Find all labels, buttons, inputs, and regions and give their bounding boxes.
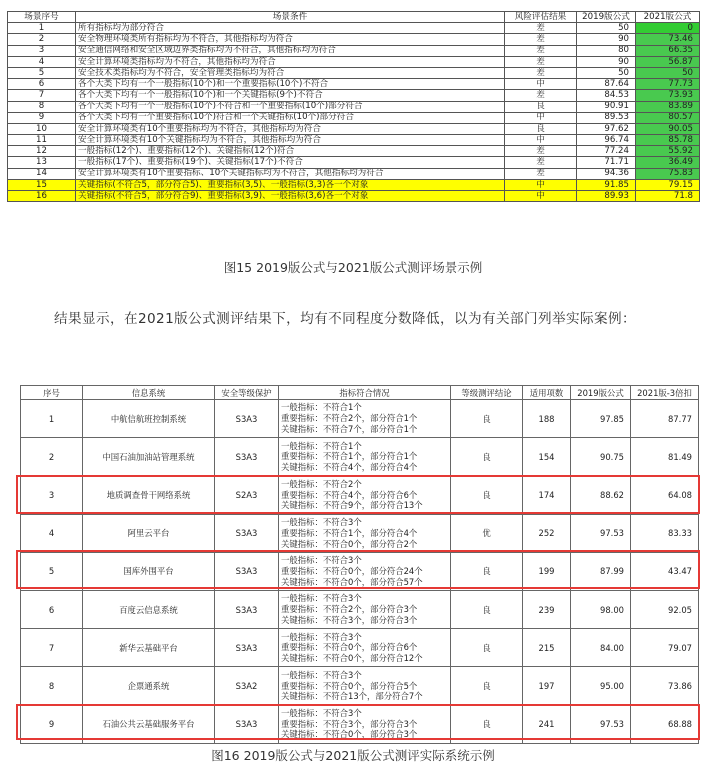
system-name: 石油公共云基础服务平台 (83, 705, 215, 743)
scenario-condition: 安全计算环境类有10个关键指标均为不符合，其他指标均为符合 (76, 135, 505, 146)
value-2021: 75.83 (636, 168, 700, 179)
scenario-no: 7 (8, 90, 76, 101)
value-2021: 73.46 (636, 34, 700, 45)
indicator-compliance (279, 629, 451, 667)
compliance-line: 重要指标：不符合1个，部分符合4个 (281, 527, 418, 538)
indicator-compliance (279, 705, 451, 743)
security-level: S3A3 (215, 629, 279, 667)
conclusion: 良 (451, 629, 523, 667)
value-2019: 97.62 (577, 123, 636, 134)
applicable-items: 197 (523, 667, 571, 705)
scenario-table (7, 11, 700, 202)
system-no: 3 (21, 476, 83, 514)
value-2019: 90 (577, 56, 636, 67)
scenario-condition: 安全通信网络和安全区域边界类指标均为不符合，其他指标均为符合 (76, 45, 505, 56)
system-name: 百度云信息系统 (83, 590, 215, 628)
risk-result: 差 (505, 45, 577, 56)
indicator-compliance (279, 552, 451, 590)
conclusion: 良 (451, 590, 523, 628)
risk-result: 差 (505, 90, 577, 101)
compliance-line: 关键指标：不符合7个，部分符合1个 (281, 423, 418, 434)
indicator-compliance (279, 438, 451, 476)
value-2021: 73.86 (631, 667, 699, 705)
system-row (21, 552, 699, 590)
scenario-no: 16 (8, 191, 76, 202)
figure-15-caption: 图15 2019版公式与2021版公式测评场景示例 (223, 260, 483, 275)
value-2019: 84.00 (571, 629, 631, 667)
scenario-row (8, 179, 700, 190)
scenario-condition: 安全计算环境类有10个重要指标、10个关键指标均为不符合，其他指标均为符合 (76, 168, 505, 179)
scenario-no: 6 (8, 79, 76, 90)
system-name: 地质调查骨干网络系统 (83, 476, 215, 514)
value-2021: 73.93 (636, 90, 700, 101)
value-2019: 98.00 (571, 590, 631, 628)
compliance-line: 重要指标：不符合0个，部分符合5个 (281, 680, 418, 691)
scenario-condition: 关键指标(不符合5，部分符合9)、重要指标(3,9)、一般指标(3,6)各一个对象 (76, 191, 505, 202)
compliance-line: 重要指标：不符合2个，部分符合3个 (281, 604, 418, 615)
scenario-no: 9 (8, 112, 76, 123)
system-no: 6 (21, 590, 83, 628)
scenario-row (8, 101, 700, 112)
security-level: S3A3 (215, 514, 279, 552)
scenario-row (8, 123, 700, 134)
scenario-condition: 各个大类下均有一个重要指标(10个)符合和一个关键指标(10个)部分符合 (76, 112, 505, 123)
header-2021-formula: 2021版公式 (636, 12, 700, 23)
scenario-row (8, 135, 700, 146)
value-2019: 80 (577, 45, 636, 56)
scenario-no: 12 (8, 146, 76, 157)
value-2019: 90.91 (577, 101, 636, 112)
value-2021: 0 (636, 23, 700, 34)
value-2021: 83.89 (636, 101, 700, 112)
scenario-row (8, 45, 700, 56)
value-2019: 88.62 (571, 476, 631, 514)
value-2021: 87.77 (631, 400, 699, 438)
compliance-line: 关键指标：不符合0个，部分符合2个 (281, 538, 418, 549)
scenario-condition: 安全计算环境类指标均为不符合，其他指标均为符合 (76, 56, 505, 67)
header-risk-result: 风险评估结果 (505, 12, 577, 23)
scenario-condition: 安全物理环境类所有指标均为不符合，其他指标均为符合 (76, 34, 505, 45)
system-name: 企票通系统 (83, 667, 215, 705)
value-2019: 89.53 (577, 112, 636, 123)
value-2021: 77.73 (636, 79, 700, 90)
scenario-row (8, 168, 700, 179)
system-no: 8 (21, 667, 83, 705)
value-2021: 50 (636, 67, 700, 78)
applicable-items: 188 (523, 400, 571, 438)
system-no: 9 (21, 705, 83, 743)
scenario-no: 14 (8, 168, 76, 179)
scenario-condition: 安全技术类指标均为不符合，安全管理类指标均为符合 (76, 67, 505, 78)
system-table (20, 385, 699, 744)
risk-result: 中 (505, 135, 577, 146)
value-2019: 96.74 (577, 135, 636, 146)
risk-result: 差 (505, 56, 577, 67)
value-2019: 91.85 (577, 179, 636, 190)
compliance-line: 一般指标：不符合3个 (281, 669, 362, 680)
value-2019: 87.64 (577, 79, 636, 90)
system-no: 4 (21, 514, 83, 552)
system-row (21, 667, 699, 705)
risk-result: 差 (505, 157, 577, 168)
compliance-line: 一般指标：不符合2个 (281, 478, 362, 489)
value-2019: 95.00 (571, 667, 631, 705)
conclusion: 良 (451, 438, 523, 476)
value-2021: 56.87 (636, 56, 700, 67)
compliance-line: 关键指标：不符合9个，部分符合13个 (281, 500, 423, 511)
compliance-line: 重要指标：不符合2个，部分符合1个 (281, 413, 418, 424)
header-conclusion: 等级测评结论 (451, 386, 523, 400)
value-2021: 79.15 (636, 179, 700, 190)
security-level: S2A3 (215, 476, 279, 514)
security-level: S3A3 (215, 705, 279, 743)
security-level: S3A3 (215, 590, 279, 628)
system-row (21, 400, 699, 438)
value-2019: 84.53 (577, 90, 636, 101)
risk-result: 中 (505, 179, 577, 190)
result-paragraph: 结果显示，在2021版公式测评结果下，均有不同程度分数降低，以为有关部门列举实际案例： (54, 311, 636, 327)
conclusion: 良 (451, 552, 523, 590)
security-level: S3A2 (215, 667, 279, 705)
header-2019-formula: 2019版公式 (577, 12, 636, 23)
risk-result: 良 (505, 101, 577, 112)
indicator-compliance (279, 514, 451, 552)
system-no: 2 (21, 438, 83, 476)
system-row (21, 705, 699, 743)
risk-result: 差 (505, 34, 577, 45)
scenario-no: 1 (8, 23, 76, 34)
applicable-items: 241 (523, 705, 571, 743)
indicator-compliance (279, 400, 451, 438)
system-no: 5 (21, 552, 83, 590)
scenario-row (8, 67, 700, 78)
value-2021: 85.78 (636, 135, 700, 146)
scenario-condition: 各个大类下均有一个一般指标(10个)和一个重要指标(10个)不符合 (76, 79, 505, 90)
header-no: 序号 (21, 386, 83, 400)
value-2021: 64.08 (631, 476, 699, 514)
scenario-condition: 安全计算环境类有10个重要指标均为不符合，其他指标均为符合 (76, 123, 505, 134)
figure-16-caption: 图16 2019版公式与2021版公式测评实际系统示例 (211, 748, 495, 763)
header-indicator-compliance: 指标符合情况 (279, 386, 451, 400)
applicable-items: 239 (523, 590, 571, 628)
compliance-line: 一般指标：不符合3个 (281, 516, 362, 527)
compliance-line: 关键指标：不符合0个，部分符合3个 (281, 729, 418, 740)
value-2019: 89.93 (577, 191, 636, 202)
system-name: 中国石油加油站管理系统 (83, 438, 215, 476)
header-scenario-no: 场景序号 (8, 12, 76, 23)
system-name: 国库外围平台 (83, 552, 215, 590)
compliance-line: 一般指标：不符合3个 (281, 593, 362, 604)
scenario-row (8, 23, 700, 34)
scenario-no: 3 (8, 45, 76, 56)
risk-result: 差 (505, 67, 577, 78)
scenario-no: 5 (8, 67, 76, 78)
value-2019: 77.24 (577, 146, 636, 157)
value-2019: 50 (577, 67, 636, 78)
security-level: S3A3 (215, 438, 279, 476)
risk-result: 中 (505, 191, 577, 202)
system-row (21, 590, 699, 628)
compliance-line: 关键指标：不符合0个，部分符合12个 (281, 653, 423, 664)
conclusion: 良 (451, 667, 523, 705)
header-applicable-items: 适用项数 (523, 386, 571, 400)
security-level: S3A3 (215, 552, 279, 590)
scenario-condition: 各个大类下均有一个一般指标(10个)和一个关键指标(9个)不符合 (76, 90, 505, 101)
value-2021: 92.05 (631, 590, 699, 628)
scenario-no: 10 (8, 123, 76, 134)
value-2019: 97.85 (571, 400, 631, 438)
compliance-line: 关键指标：不符合4个，部分符合4个 (281, 462, 418, 473)
risk-result: 差 (505, 23, 577, 34)
value-2021: 79.07 (631, 629, 699, 667)
conclusion: 良 (451, 476, 523, 514)
indicator-compliance (279, 590, 451, 628)
scenario-row (8, 157, 700, 168)
scenario-condition: 关键指标(不符合5，部分符合5)、重要指标(3,5)、一般指标(3,3)各一个对象 (76, 179, 505, 190)
system-no: 7 (21, 629, 83, 667)
system-row (21, 476, 699, 514)
value-2021: 36.49 (636, 157, 700, 168)
header-scenario-condition: 场景条件 (76, 12, 505, 23)
value-2021: 90.05 (636, 123, 700, 134)
system-no: 1 (21, 400, 83, 438)
applicable-items: 174 (523, 476, 571, 514)
scenario-condition: 所有指标均为部分符合 (76, 23, 505, 34)
compliance-line: 一般指标：不符合3个 (281, 555, 362, 566)
system-row (21, 629, 699, 667)
applicable-items: 252 (523, 514, 571, 552)
value-2021: 68.88 (631, 705, 699, 743)
scenario-row (8, 56, 700, 67)
compliance-line: 重要指标：不符合0个，部分符合24个 (281, 565, 423, 576)
risk-result: 中 (505, 112, 577, 123)
applicable-items: 199 (523, 552, 571, 590)
scenario-condition: 一般指标(12个)、重要指标(12个)、关键指标(12个)符合 (76, 146, 505, 157)
security-level: S3A3 (215, 400, 279, 438)
header-2019-formula: 2019版公式 (571, 386, 631, 400)
header-2021-formula: 2021版-3倍扣 (631, 386, 699, 400)
value-2021: 66.35 (636, 45, 700, 56)
value-2019: 90 (577, 34, 636, 45)
indicator-compliance (279, 667, 451, 705)
conclusion: 良 (451, 705, 523, 743)
risk-result: 良 (505, 123, 577, 134)
header-security-level: 安全等级保护 (215, 386, 279, 400)
value-2021: 43.47 (631, 552, 699, 590)
value-2021: 81.49 (631, 438, 699, 476)
scenario-no: 2 (8, 34, 76, 45)
scenario-row (8, 34, 700, 45)
value-2019: 94.36 (577, 168, 636, 179)
system-name: 阿里云平台 (83, 514, 215, 552)
system-name: 新华云基础平台 (83, 629, 215, 667)
compliance-line: 关键指标：不符合0个，部分符合57个 (281, 576, 423, 587)
scenario-row (8, 146, 700, 157)
scenario-row (8, 90, 700, 101)
compliance-line: 一般指标：不符合1个 (281, 402, 362, 413)
value-2019: 87.99 (571, 552, 631, 590)
scenario-no: 8 (8, 101, 76, 112)
conclusion: 良 (451, 400, 523, 438)
risk-result: 差 (505, 168, 577, 179)
applicable-items: 215 (523, 629, 571, 667)
value-2019: 90.75 (571, 438, 631, 476)
system-row (21, 514, 699, 552)
scenario-row (8, 79, 700, 90)
scenario-no: 13 (8, 157, 76, 168)
value-2019: 97.53 (571, 705, 631, 743)
compliance-line: 重要指标：不符合1个，部分符合1个 (281, 451, 418, 462)
applicable-items: 154 (523, 438, 571, 476)
scenario-table-header (8, 12, 700, 23)
compliance-line: 关键指标：不符合13个，部分符合7个 (281, 691, 423, 702)
compliance-line: 重要指标：不符合3个，部分符合3个 (281, 718, 418, 729)
value-2019: 97.53 (571, 514, 631, 552)
value-2021: 83.33 (631, 514, 699, 552)
scenario-row (8, 112, 700, 123)
compliance-line: 重要指标：不符合0个，部分符合6个 (281, 642, 418, 653)
value-2021: 71.8 (636, 191, 700, 202)
compliance-line: 一般指标：不符合1个 (281, 440, 362, 451)
value-2021: 55.92 (636, 146, 700, 157)
compliance-line: 一般指标：不符合3个 (281, 631, 362, 642)
system-name: 中航信航班控制系统 (83, 400, 215, 438)
system-row (21, 438, 699, 476)
compliance-line: 重要指标：不符合4个，部分符合6个 (281, 489, 418, 500)
conclusion: 优 (451, 514, 523, 552)
scenario-condition: 一般指标(17个)、重要指标(19个)、关键指标(17个)不符合 (76, 157, 505, 168)
risk-result: 中 (505, 79, 577, 90)
scenario-row (8, 191, 700, 202)
risk-result: 差 (505, 146, 577, 157)
value-2021: 80.57 (636, 112, 700, 123)
value-2019: 50 (577, 23, 636, 34)
scenario-no: 11 (8, 135, 76, 146)
scenario-no: 15 (8, 179, 76, 190)
value-2019: 71.71 (577, 157, 636, 168)
system-table-header (21, 386, 699, 400)
indicator-compliance (279, 476, 451, 514)
header-system: 信息系统 (83, 386, 215, 400)
scenario-condition: 各个大类下均有一个一般指标(10个)不符合和一个重要指标(10个)部分符合 (76, 101, 505, 112)
compliance-line: 关键指标：不符合3个，部分符合3个 (281, 614, 418, 625)
scenario-no: 4 (8, 56, 76, 67)
compliance-line: 一般指标：不符合3个 (281, 707, 362, 718)
